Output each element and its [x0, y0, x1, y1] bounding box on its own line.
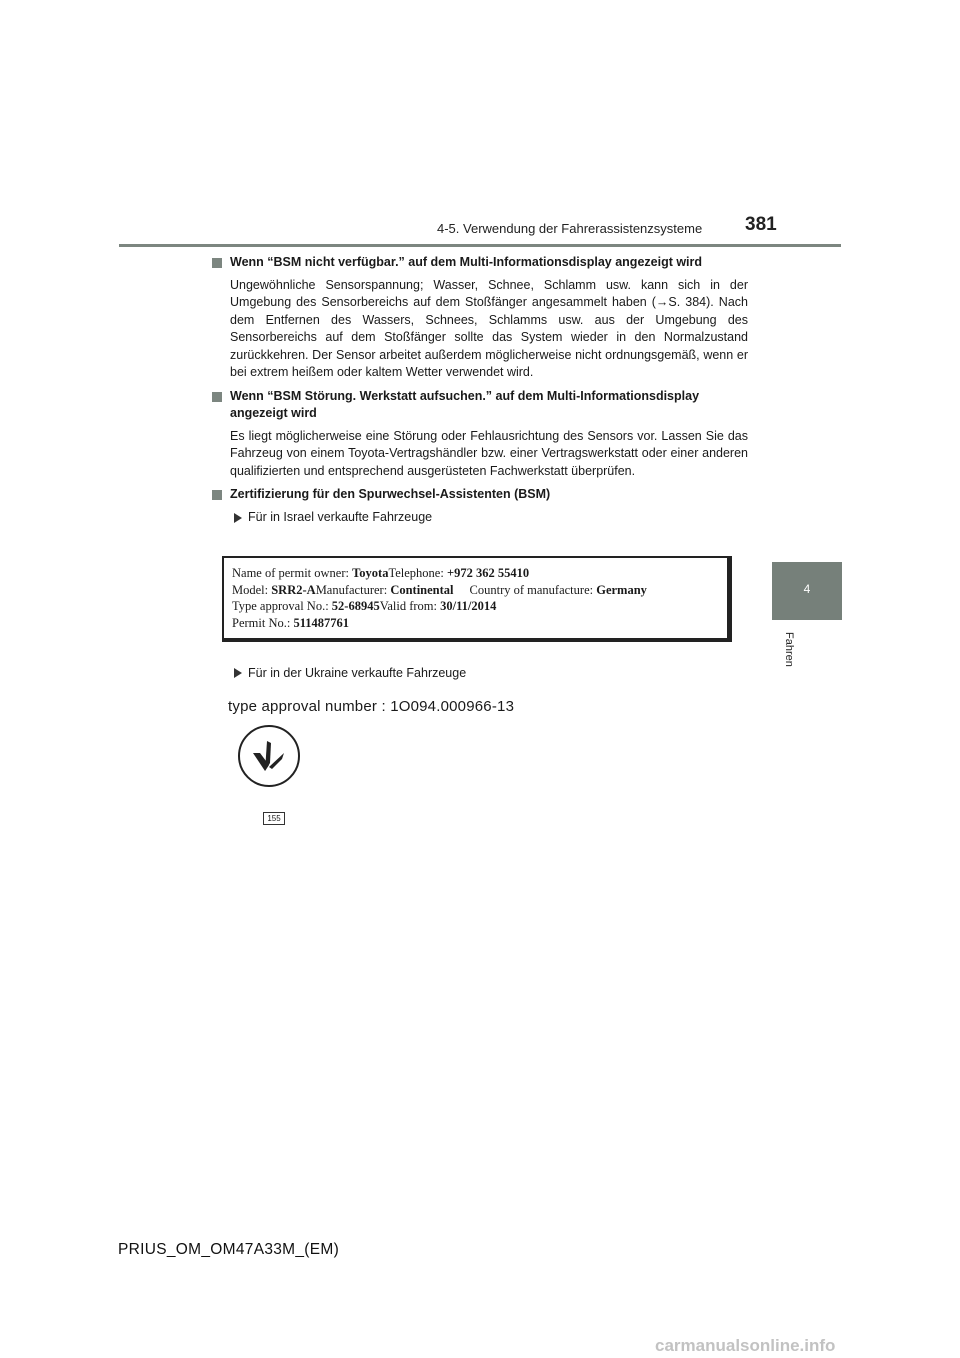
section-heading-certification: [212, 486, 748, 504]
section-body-bsm-unavailable: Ungewöhnliche Sensorspannung; Wasser, Schnee, Schlamm usw. kann sich in der Umgebung des Sensorbereichs auf dem Stoßfänger angesammelt haben (→S. 384). Nach dem Entfernen des Wassers, Schnees, Schlamms usw. aus der Umgebung des Sensorbereichs auf dem Stoßfänger sollte das System wieder in den Normalzustand zurückkehren. Der Sensor arbeitet außerdem möglicherweise nicht ordnungsgemäß, wenn er bei extrem heißem oder kaltem Wetter verwendet wird.: [230, 277, 748, 379]
triangle-bullet-icon: [234, 513, 242, 523]
permit-line-model: Model: SRR2-AManufacturer: Continental Country of manufacture: Germany: [232, 582, 647, 597]
page-number: 381: [745, 214, 777, 235]
triangle-bullet-icon: [234, 668, 242, 678]
page-header-section: 4-5. Verwendung der Fahrerassistenzsysteme: [437, 221, 703, 236]
header-rule: [119, 244, 841, 247]
bullet-israel: [212, 509, 748, 527]
section-heading-bsm-unavailable: [212, 254, 748, 272]
square-bullet-icon: [212, 392, 222, 402]
bullet-text: Für in der Ukraine verkaufte Fahrzeuge: [248, 666, 467, 680]
square-bullet-icon: [212, 490, 222, 500]
watermark: carmanualsonline.info: [655, 1336, 836, 1355]
heading-text: Wenn “BSM Störung. Werkstatt aufsuchen.” auf dem Multi-Informationsdisplay angezeigt wird: [230, 388, 700, 420]
section-body-bsm-malfunction: Es liegt möglicherweise eine Störung oder Fehlausrichtung des Sensors vor. Lassen Sie das Fahrzeug von einem Toyota-Vertragshändler bzw. einer Vertragswerkstatt oder einer anderen qualifizierten und entsprechend ausgerüsteten Fachwerkstatt überprüfen.: [230, 428, 748, 478]
permit-line-approval: Type approval No.: 52-68945Valid from: 30/11/2014: [232, 599, 497, 613]
heading-text: Zertifizierung für den Spurwechsel-Assistenten (BSM): [230, 487, 551, 501]
bullet-ukraine: [212, 664, 466, 682]
permit-line-owner: Name of permit owner: ToyotaTelephone: +972 362 55410: [232, 566, 530, 580]
ukrainian-conformity-mark-icon: [236, 723, 302, 789]
page-content: [212, 254, 748, 530]
ukraine-mark-code: 155: [263, 812, 285, 825]
chapter-number: 4: [803, 582, 811, 596]
square-bullet-icon: [212, 258, 222, 268]
bullet-text: Für in Israel verkaufte Fahrzeuge: [248, 509, 433, 524]
heading-text: Wenn “BSM nicht verfügbar.” auf dem Multi-Informationsdisplay angezeigt wird: [230, 255, 703, 269]
chapter-side-tab: [772, 562, 842, 620]
document-code: PRIUS_OM_OM47A33M_(EM): [118, 1241, 340, 1258]
ukraine-approval-number: type approval number : 1O094.000966-13: [228, 698, 515, 715]
israel-permit-box: [222, 556, 732, 642]
section-heading-bsm-malfunction: [212, 388, 748, 423]
permit-line-number: Permit No.: 511487761: [232, 615, 350, 630]
chapter-label: Fahren: [783, 632, 795, 667]
